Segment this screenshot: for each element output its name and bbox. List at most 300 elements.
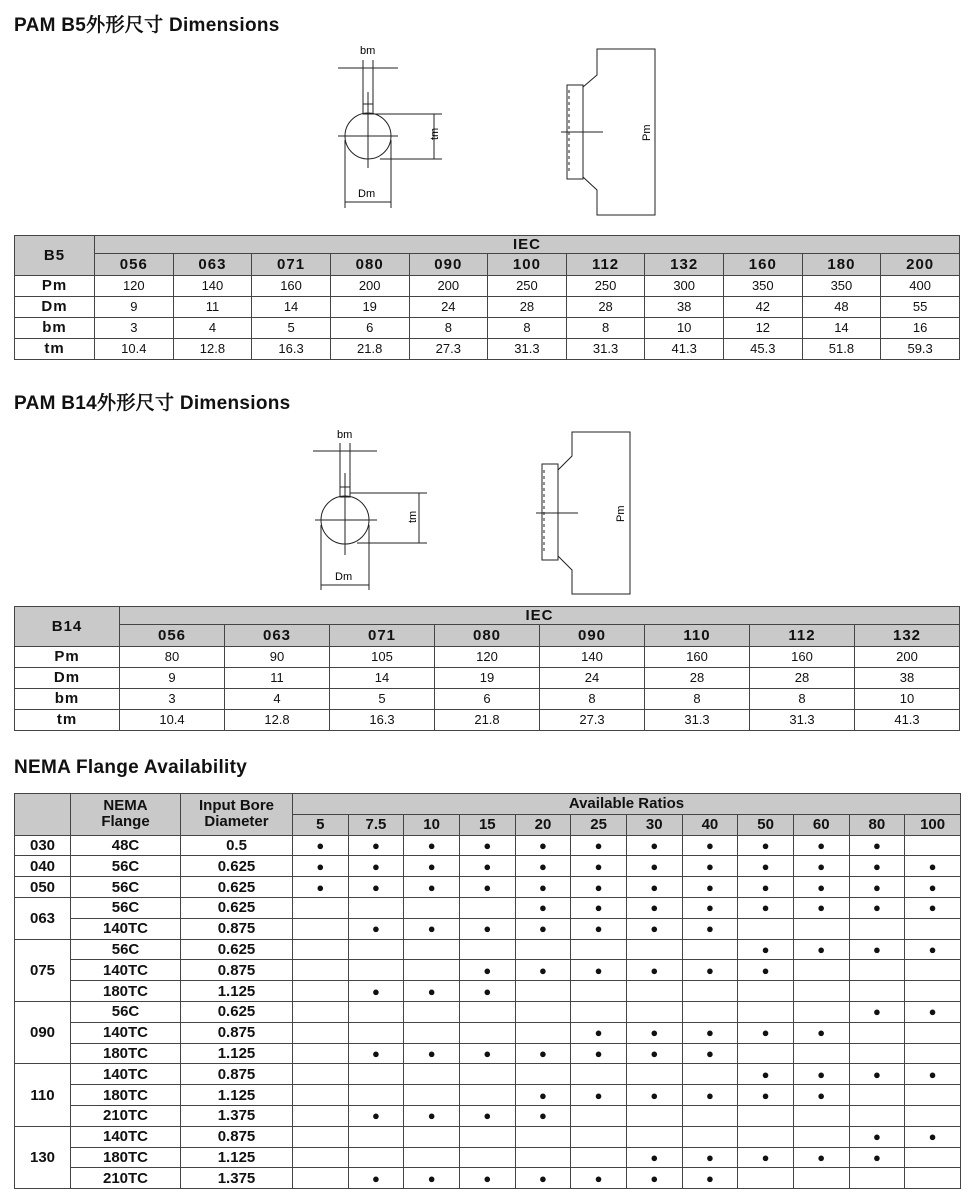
nema-ratios-header: Available Ratios: [293, 794, 961, 815]
availability-cell: [515, 1043, 571, 1064]
nema-row: [15, 1168, 961, 1189]
available-dot-icon: ●: [594, 837, 603, 853]
availability-cell: [348, 1126, 404, 1147]
availability-cell: [348, 960, 404, 981]
availability-cell: [626, 1147, 682, 1168]
availability-cell: [459, 1001, 515, 1022]
available-dot-icon: ●: [872, 1149, 881, 1165]
available-dot-icon: ●: [372, 858, 380, 874]
availability-cell: [515, 877, 571, 898]
b14-cell: 11: [225, 668, 330, 689]
availability-cell: [738, 1105, 794, 1126]
availability-cell: [571, 960, 627, 981]
b14-cell: 4: [225, 689, 330, 710]
available-dot-icon: ●: [705, 1025, 714, 1041]
b5-cell: 350: [724, 276, 803, 297]
availability-cell: [682, 1168, 738, 1189]
nema-row: [15, 877, 961, 898]
nema-series-110: 110: [15, 1064, 71, 1126]
nema-row: [15, 856, 961, 877]
b5-iec-code-112: 112: [566, 254, 645, 276]
available-dot-icon: ●: [483, 1045, 492, 1061]
availability-cell: [515, 981, 571, 1002]
availability-cell: [404, 960, 460, 981]
nema-bore-cell: 0.875: [181, 960, 293, 981]
availability-cell: [793, 1105, 849, 1126]
available-dot-icon: ●: [817, 1025, 826, 1041]
nema-bore-cell: 1.375: [181, 1168, 293, 1189]
available-dot-icon: ●: [539, 921, 547, 937]
available-dot-icon: ●: [316, 879, 325, 895]
availability-cell: [905, 1022, 961, 1043]
nema-ratio-20: 20: [515, 814, 571, 835]
b5-cell: 5: [252, 318, 331, 339]
b5-shaft-keyway-diagram: [320, 40, 450, 215]
available-dot-icon: ●: [483, 983, 492, 999]
availability-cell: [682, 1064, 738, 1085]
b14-cell: 38: [855, 668, 960, 689]
available-dot-icon: ●: [761, 1025, 770, 1041]
availability-cell: [293, 981, 349, 1002]
availability-cell: [626, 1105, 682, 1126]
b14-cell: 24: [540, 668, 645, 689]
nema-ratio-50: 50: [738, 814, 794, 835]
b14-diagram-bm-label: bm: [337, 429, 353, 441]
available-dot-icon: ●: [872, 879, 881, 895]
availability-cell: [682, 897, 738, 918]
b5-corner-label: B5: [15, 236, 95, 276]
availability-cell: [515, 1126, 571, 1147]
b5-iec-code-071: 071: [252, 254, 331, 276]
b14-row-tm: [15, 710, 960, 731]
available-dot-icon: ●: [817, 1149, 826, 1165]
available-dot-icon: ●: [872, 1066, 881, 1082]
availability-cell: [793, 1064, 849, 1085]
availability-cell: [515, 1168, 571, 1189]
available-dot-icon: ●: [539, 1108, 547, 1124]
b5-cell: 51.8: [802, 339, 881, 360]
availability-cell: [404, 1085, 460, 1106]
availability-cell: [626, 939, 682, 960]
nema-ratio-7.5: 7.5: [348, 814, 404, 835]
available-dot-icon: ●: [539, 900, 547, 916]
nema-flange-cell: 56C: [71, 877, 181, 898]
nema-ratio-10: 10: [404, 814, 460, 835]
availability-cell: [626, 918, 682, 939]
availability-cell: [459, 835, 515, 856]
available-dot-icon: ●: [372, 983, 380, 999]
availability-cell: [793, 1126, 849, 1147]
available-dot-icon: ●: [817, 1087, 826, 1103]
availability-cell: [459, 960, 515, 981]
availability-cell: [293, 1168, 349, 1189]
b14-row-label: Dm: [15, 668, 120, 689]
availability-cell: [293, 897, 349, 918]
nema-ratio-100: 100: [905, 814, 961, 835]
b14-iec-code-112: 112: [750, 625, 855, 647]
availability-cell: [682, 1126, 738, 1147]
b14-iec-code-110: 110: [645, 625, 750, 647]
b14-cell: 28: [645, 668, 750, 689]
availability-cell: [571, 897, 627, 918]
availability-cell: [849, 918, 905, 939]
b5-cell: 200: [330, 276, 409, 297]
availability-cell: [515, 939, 571, 960]
availability-cell: [626, 856, 682, 877]
b14-cell: 14: [330, 668, 435, 689]
available-dot-icon: ●: [650, 837, 659, 853]
availability-cell: [738, 1085, 794, 1106]
b14-iec-code-056: 056: [120, 625, 225, 647]
availability-cell: [793, 981, 849, 1002]
availability-cell: [404, 1064, 460, 1085]
availability-cell: [459, 1022, 515, 1043]
availability-cell: [571, 1064, 627, 1085]
available-dot-icon: ●: [928, 879, 937, 895]
availability-cell: [348, 981, 404, 1002]
nema-series-090: 090: [15, 1001, 71, 1063]
b14-shaft-keyway-diagram: [305, 425, 435, 600]
availability-cell: [793, 1168, 849, 1189]
availability-cell: [626, 981, 682, 1002]
nema-ratio-80: 80: [849, 814, 905, 835]
availability-cell: [404, 856, 460, 877]
b5-row-label: bm: [15, 318, 95, 339]
b5-cell: 250: [566, 276, 645, 297]
availability-cell: [293, 835, 349, 856]
availability-cell: [348, 877, 404, 898]
b14-corner-label: B14: [15, 607, 120, 647]
b14-iec-code-071: 071: [330, 625, 435, 647]
available-dot-icon: ●: [817, 858, 826, 874]
b14-cell: 31.3: [750, 710, 855, 731]
available-dot-icon: ●: [705, 1087, 714, 1103]
b14-diagram-tm-label: tm: [407, 510, 419, 523]
availability-cell: [849, 856, 905, 877]
availability-cell: [459, 856, 515, 877]
available-dot-icon: ●: [427, 1045, 436, 1061]
availability-cell: [793, 1022, 849, 1043]
b5-cell: 10.4: [95, 339, 174, 360]
nema-bore-cell: 1.125: [181, 1085, 293, 1106]
b14-flange-profile-diagram: [530, 428, 640, 598]
b14-cell: 160: [750, 647, 855, 668]
available-dot-icon: ●: [650, 858, 659, 874]
availability-cell: [905, 856, 961, 877]
b5-cell: 400: [881, 276, 960, 297]
nema-ratio-60: 60: [793, 814, 849, 835]
b14-row-label: bm: [15, 689, 120, 710]
b14-iec-code-090: 090: [540, 625, 645, 647]
b5-cell: 14: [252, 297, 331, 318]
available-dot-icon: ●: [817, 900, 826, 916]
availability-cell: [849, 877, 905, 898]
available-dot-icon: ●: [539, 1170, 547, 1186]
availability-cell: [682, 877, 738, 898]
availability-cell: [348, 918, 404, 939]
available-dot-icon: ●: [316, 858, 325, 874]
availability-cell: [571, 835, 627, 856]
availability-cell: [348, 1147, 404, 1168]
availability-cell: [682, 939, 738, 960]
availability-cell: [905, 1085, 961, 1106]
availability-cell: [515, 918, 571, 939]
b14-cell: 160: [645, 647, 750, 668]
available-dot-icon: ●: [761, 1149, 770, 1165]
nema-flange-cell: 180TC: [71, 1043, 181, 1064]
available-dot-icon: ●: [650, 900, 659, 916]
availability-cell: [404, 1126, 460, 1147]
availability-cell: [682, 835, 738, 856]
b5-dimension-table: [14, 235, 960, 360]
b5-row-label: tm: [15, 339, 95, 360]
availability-cell: [849, 1001, 905, 1022]
availability-cell: [571, 856, 627, 877]
availability-cell: [293, 1126, 349, 1147]
availability-cell: [293, 918, 349, 939]
nema-bore-cell: 1.125: [181, 1043, 293, 1064]
available-dot-icon: ●: [594, 900, 603, 916]
nema-row: [15, 1147, 961, 1168]
b5-iec-code-180: 180: [802, 254, 881, 276]
availability-cell: [626, 877, 682, 898]
available-dot-icon: ●: [650, 962, 659, 978]
availability-cell: [515, 1064, 571, 1085]
availability-cell: [626, 1126, 682, 1147]
available-dot-icon: ●: [539, 879, 547, 895]
available-dot-icon: ●: [761, 837, 770, 853]
nema-row: [15, 918, 961, 939]
availability-cell: [459, 939, 515, 960]
b14-cell: 41.3: [855, 710, 960, 731]
available-dot-icon: ●: [817, 837, 826, 853]
availability-cell: [404, 1043, 460, 1064]
availability-cell: [293, 960, 349, 981]
available-dot-icon: ●: [872, 941, 881, 957]
available-dot-icon: ●: [705, 900, 714, 916]
availability-cell: [793, 960, 849, 981]
availability-cell: [738, 1168, 794, 1189]
b5-cell: 27.3: [409, 339, 488, 360]
nema-bore-cell: 0.875: [181, 1064, 293, 1085]
availability-cell: [905, 897, 961, 918]
available-dot-icon: ●: [650, 879, 659, 895]
availability-cell: [626, 1001, 682, 1022]
availability-cell: [682, 918, 738, 939]
availability-cell: [738, 835, 794, 856]
availability-cell: [293, 1001, 349, 1022]
availability-cell: [849, 1022, 905, 1043]
availability-cell: [905, 835, 961, 856]
availability-cell: [515, 960, 571, 981]
availability-cell: [793, 856, 849, 877]
availability-cell: [626, 960, 682, 981]
nema-bore-cell: 0.625: [181, 1001, 293, 1022]
availability-cell: [738, 1001, 794, 1022]
b5-cell: 28: [566, 297, 645, 318]
availability-cell: [682, 1043, 738, 1064]
available-dot-icon: ●: [427, 1108, 436, 1124]
availability-cell: [626, 835, 682, 856]
available-dot-icon: ●: [928, 900, 937, 916]
nema-series-header: [15, 794, 71, 836]
available-dot-icon: ●: [594, 1170, 603, 1186]
nema-ratio-15: 15: [459, 814, 515, 835]
b14-cell: 12.8: [225, 710, 330, 731]
nema-flange-cell: 180TC: [71, 981, 181, 1002]
availability-cell: [626, 1085, 682, 1106]
available-dot-icon: ●: [372, 837, 380, 853]
available-dot-icon: ●: [650, 1149, 659, 1165]
availability-cell: [626, 1022, 682, 1043]
availability-cell: [905, 939, 961, 960]
b14-row-label: Pm: [15, 647, 120, 668]
nema-flange-cell: 140TC: [71, 1126, 181, 1147]
b5-iec-code-132: 132: [645, 254, 724, 276]
availability-cell: [849, 835, 905, 856]
b5-cell: 8: [488, 318, 567, 339]
availability-cell: [738, 897, 794, 918]
availability-cell: [404, 877, 460, 898]
availability-cell: [849, 897, 905, 918]
availability-cell: [905, 1126, 961, 1147]
b14-cell: 8: [645, 689, 750, 710]
availability-cell: [459, 981, 515, 1002]
b5-cell: 59.3: [881, 339, 960, 360]
available-dot-icon: ●: [594, 1045, 603, 1061]
availability-cell: [738, 1022, 794, 1043]
available-dot-icon: ●: [539, 858, 547, 874]
available-dot-icon: ●: [483, 1108, 492, 1124]
b5-diagram-Dm-label: Dm: [358, 188, 376, 200]
availability-cell: [515, 1022, 571, 1043]
b14-cell: 120: [435, 647, 540, 668]
availability-cell: [682, 1085, 738, 1106]
availability-cell: [348, 939, 404, 960]
availability-cell: [849, 960, 905, 981]
availability-cell: [682, 1022, 738, 1043]
nema-bore-cell: 0.5: [181, 835, 293, 856]
available-dot-icon: ●: [761, 941, 770, 957]
availability-cell: [849, 1043, 905, 1064]
available-dot-icon: ●: [483, 879, 492, 895]
availability-cell: [404, 939, 460, 960]
nema-flange-cell: 180TC: [71, 1085, 181, 1106]
availability-cell: [849, 1126, 905, 1147]
b5-cell: 41.3: [645, 339, 724, 360]
nema-row: [15, 1001, 961, 1022]
availability-cell: [905, 960, 961, 981]
available-dot-icon: ●: [427, 1170, 436, 1186]
availability-cell: [793, 1001, 849, 1022]
available-dot-icon: ●: [427, 921, 436, 937]
b14-title: PAM B14外形尺寸 Dimensions: [14, 393, 291, 414]
nema-series-030: 030: [15, 835, 71, 856]
availability-cell: [738, 1126, 794, 1147]
availability-cell: [515, 1105, 571, 1126]
available-dot-icon: ●: [483, 962, 492, 978]
b5-cell: 250: [488, 276, 567, 297]
available-dot-icon: ●: [761, 1066, 770, 1082]
available-dot-icon: ●: [594, 1087, 603, 1103]
availability-cell: [738, 877, 794, 898]
available-dot-icon: ●: [372, 1045, 380, 1061]
availability-cell: [905, 918, 961, 939]
b14-row-label: tm: [15, 710, 120, 731]
b14-iec-code-080: 080: [435, 625, 540, 647]
available-dot-icon: ●: [872, 1004, 881, 1020]
availability-cell: [571, 877, 627, 898]
available-dot-icon: ●: [372, 1108, 380, 1124]
b5-row-label: Dm: [15, 297, 95, 318]
available-dot-icon: ●: [817, 941, 826, 957]
availability-cell: [793, 1147, 849, 1168]
nema-flange-cell: 56C: [71, 897, 181, 918]
b5-cell: 28: [488, 297, 567, 318]
availability-cell: [571, 1105, 627, 1126]
availability-cell: [571, 981, 627, 1002]
b5-cell: 350: [802, 276, 881, 297]
nema-bore-cell: 0.625: [181, 877, 293, 898]
availability-cell: [626, 1064, 682, 1085]
availability-cell: [793, 877, 849, 898]
b5-title: PAM B5外形尺寸 Dimensions: [14, 15, 280, 36]
available-dot-icon: ●: [483, 837, 492, 853]
b5-iec-group-label: IEC: [95, 236, 960, 254]
available-dot-icon: ●: [928, 1129, 937, 1145]
nema-ratio-25: 25: [571, 814, 627, 835]
nema-series-050: 050: [15, 877, 71, 898]
b5-cell: 12.8: [173, 339, 252, 360]
b5-cell: 55: [881, 297, 960, 318]
available-dot-icon: ●: [761, 962, 770, 978]
available-dot-icon: ●: [705, 1149, 714, 1165]
available-dot-icon: ●: [817, 1066, 826, 1082]
b5-iec-code-100: 100: [488, 254, 567, 276]
availability-cell: [849, 1168, 905, 1189]
b5-row-Dm: [15, 297, 960, 318]
availability-cell: [348, 1001, 404, 1022]
availability-cell: [905, 981, 961, 1002]
b14-row-Pm: [15, 647, 960, 668]
b5-cell: 19: [330, 297, 409, 318]
b14-cell: 105: [330, 647, 435, 668]
availability-cell: [459, 918, 515, 939]
available-dot-icon: ●: [539, 837, 547, 853]
b14-cell: 28: [750, 668, 855, 689]
availability-cell: [905, 1105, 961, 1126]
availability-cell: [459, 877, 515, 898]
available-dot-icon: ●: [427, 858, 436, 874]
b14-cell: 6: [435, 689, 540, 710]
availability-cell: [738, 1043, 794, 1064]
available-dot-icon: ●: [372, 921, 380, 937]
b5-cell: 14: [802, 318, 881, 339]
availability-cell: [404, 1001, 460, 1022]
availability-cell: [571, 939, 627, 960]
availability-cell: [905, 1147, 961, 1168]
nema-bore-cell: 0.875: [181, 918, 293, 939]
availability-cell: [738, 960, 794, 981]
b5-cell: 160: [252, 276, 331, 297]
availability-cell: [515, 1001, 571, 1022]
availability-cell: [905, 877, 961, 898]
nema-series-063: 063: [15, 897, 71, 939]
b14-cell: 10: [855, 689, 960, 710]
availability-cell: [905, 1168, 961, 1189]
available-dot-icon: ●: [594, 858, 603, 874]
nema-flange-cell: 140TC: [71, 960, 181, 981]
